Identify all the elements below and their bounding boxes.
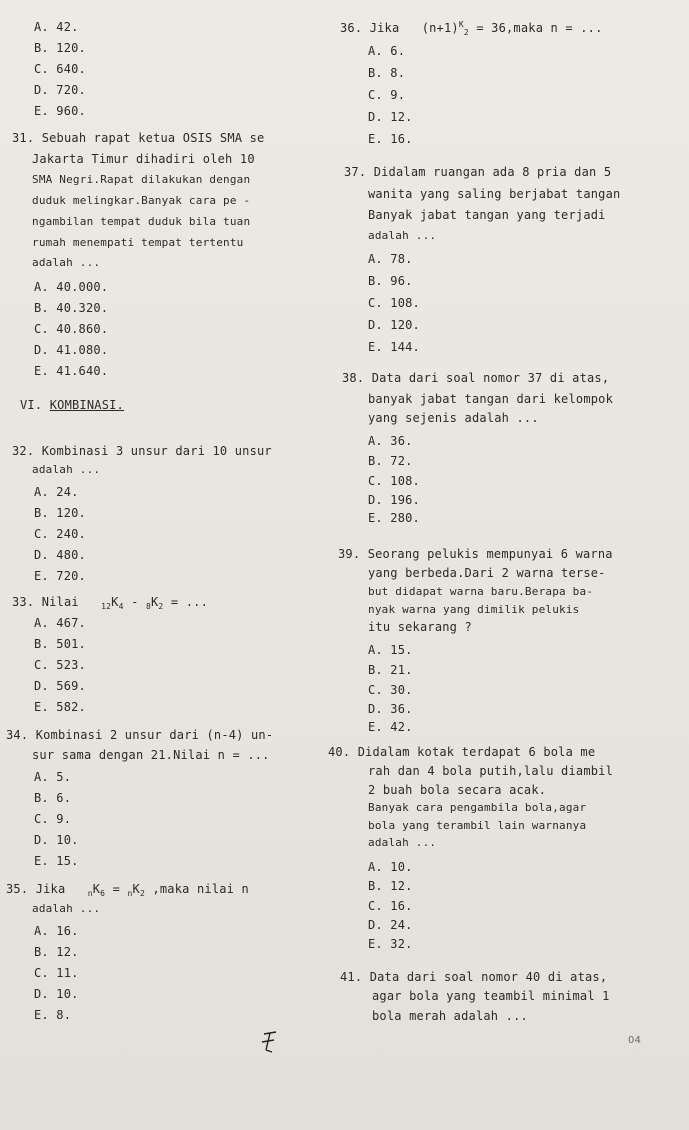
q36-line-1 xyxy=(340,18,603,40)
q41-line-3: bola merah adalah ... xyxy=(372,1009,528,1023)
q35-n2: n xyxy=(127,889,133,898)
q36-option-d: D. 12. xyxy=(368,110,413,124)
q34-line-2: sur sama dengan 21.Nilai n = ... xyxy=(32,748,270,762)
q39-option-e: E. 42. xyxy=(368,720,413,734)
q35-option-e: E. 8. xyxy=(34,1008,72,1022)
q40-line-1: 40. Didalam kotak terdapat 6 bola me xyxy=(328,745,596,759)
q33-minus: - xyxy=(131,595,139,609)
q35-option-a: A. 16. xyxy=(34,924,79,938)
q34-line-1: 34. Kombinasi 2 unsur dari (n-4) un- xyxy=(6,728,274,742)
q33-a: 12 xyxy=(101,602,112,611)
q31-line-3: SMA Negri.Rapat dilakukan dengan xyxy=(32,173,251,186)
q37-option-a: A. 78. xyxy=(368,252,413,266)
q40-option-a: A. 10. xyxy=(368,860,413,874)
q38-option-a: A. 36. xyxy=(368,434,413,448)
q37-option-c: C. 108. xyxy=(368,296,420,310)
q41-line-2: agar bola yang teambil minimal 1 xyxy=(372,989,610,1003)
q36-option-a: A. 6. xyxy=(368,44,406,58)
q31-line-1: 31. Sebuah rapat ketua OSIS SMA se xyxy=(12,131,265,145)
q33-c: 8 xyxy=(145,602,151,611)
q38-option-b: B. 72. xyxy=(368,454,413,468)
q36-option-e: E. 16. xyxy=(368,132,413,146)
q40-line-6: adalah ... xyxy=(368,836,437,849)
q35-prefix: 35. Jika xyxy=(6,882,66,896)
q35-eq: = xyxy=(112,882,121,896)
section-title: KOMBINASI. xyxy=(49,398,124,412)
q33-option-e: E. 582. xyxy=(34,700,86,714)
q38-option-c: C. 108. xyxy=(368,474,420,488)
q34-option-e: E. 15. xyxy=(34,854,79,868)
section-heading xyxy=(20,398,124,412)
q39-line-5: itu sekarang ? xyxy=(368,620,472,634)
q40-line-3: 2 buah bola secara acak. xyxy=(368,783,547,797)
q32-option-a: A. 24. xyxy=(34,485,79,499)
q35-option-b: B. 12. xyxy=(34,945,79,959)
q31-option-b: B. 40.320. xyxy=(34,301,109,315)
q30-option-d: D. 720. xyxy=(34,83,86,97)
q38-option-d: D. 196. xyxy=(368,493,420,507)
q32-option-c: C. 240. xyxy=(34,527,86,541)
q38-line-1: 38. Data dari soal nomor 37 di atas, xyxy=(342,371,610,385)
q39-line-2: yang berbeda.Dari 2 warna terse- xyxy=(368,566,606,580)
q35-k2: K xyxy=(132,882,140,896)
q34-option-d: D. 10. xyxy=(34,833,79,847)
q35-line-1 xyxy=(6,882,249,901)
q30-option-b: B. 120. xyxy=(34,41,86,55)
q36-sub: 2 xyxy=(463,28,469,37)
q37-line-3: Banyak jabat tangan yang terjadi xyxy=(368,208,606,222)
q39-option-d: D. 36. xyxy=(368,702,413,716)
q36-prefix: 36. Jika xyxy=(340,21,400,35)
q35-option-d: D. 10. xyxy=(34,987,79,1001)
pen-mark-icon xyxy=(258,1030,282,1056)
q32-option-e: E. 720. xyxy=(34,569,86,583)
section-number: VI. xyxy=(20,398,43,412)
q32-option-b: B. 120. xyxy=(34,506,86,520)
q39-option-b: B. 21. xyxy=(368,663,413,677)
q33-k2: K xyxy=(150,595,159,609)
q40-line-2: rah dan 4 bola putih,lalu diambil xyxy=(368,764,614,778)
q39-line-1: 39. Seorang pelukis mempunyai 6 warna xyxy=(338,547,613,561)
q33-prefix: 33. Nilai xyxy=(12,595,79,609)
q31-line-2: Jakarta Timur dihadiri oleh 10 xyxy=(32,152,255,166)
q31-line-4: duduk melingkar.Banyak cara pe - xyxy=(32,194,251,207)
q33-option-a: A. 467. xyxy=(34,616,86,630)
q31-option-e: E. 41.640. xyxy=(34,364,109,378)
q32-line-1: 32. Kombinasi 3 unsur dari 10 unsur xyxy=(12,444,272,458)
q39-option-c: C. 30. xyxy=(368,683,413,697)
q37-line-2: wanita yang saling berjabat tangan xyxy=(368,187,621,201)
q30-option-c: C. 640. xyxy=(34,62,86,76)
q31-line-7: adalah ... xyxy=(32,256,101,269)
q36-option-c: C. 9. xyxy=(368,88,406,102)
q30-option-e: E. 960. xyxy=(34,104,86,118)
q33-option-c: C. 523. xyxy=(34,658,86,672)
q38-option-e: E. 280. xyxy=(368,511,420,525)
q31-line-6: rumah menempati tempat tertentu xyxy=(32,236,244,249)
q39-line-4: nyak warna yang dimilik pelukis xyxy=(368,603,580,616)
q31-option-c: C. 40.860. xyxy=(34,322,109,336)
q35-tail: ,maka nilai n xyxy=(152,882,249,896)
q32-line-2: adalah ... xyxy=(32,463,101,476)
q40-option-b: B. 12. xyxy=(368,879,413,893)
q33-d: 2 xyxy=(158,602,164,611)
q38-line-3: yang sejenis adalah ... xyxy=(368,411,539,425)
q33-k1: K xyxy=(111,595,119,609)
q31-line-5: ngambilan tempat duduk bila tuan xyxy=(32,215,251,228)
q41-line-1: 41. Data dari soal nomor 40 di atas, xyxy=(340,970,608,984)
q37-option-e: E. 144. xyxy=(368,340,420,354)
q35-s2: 2 xyxy=(139,889,145,898)
q37-line-4: adalah ... xyxy=(368,229,437,242)
q39-option-a: A. 15. xyxy=(368,643,413,657)
q40-line-5: bola yang terambil lain warnanya xyxy=(368,819,587,832)
q33-b: 4 xyxy=(118,602,124,611)
q31-option-a: A. 40.000. xyxy=(34,280,109,294)
q33-option-d: D. 569. xyxy=(34,679,86,693)
q36-k: K xyxy=(458,20,464,29)
q36-base: (n+1) xyxy=(421,21,459,35)
q34-option-c: C. 9. xyxy=(34,812,72,826)
q35-line-2: adalah ... xyxy=(32,902,101,915)
q35-k1: K xyxy=(92,882,101,896)
q40-option-e: E. 32. xyxy=(368,937,413,951)
q33-line-1 xyxy=(12,595,208,614)
q33-option-b: B. 501. xyxy=(34,637,86,651)
q35-s1: 6 xyxy=(100,889,106,898)
q35-option-c: C. 11. xyxy=(34,966,79,980)
page-number: 04 xyxy=(628,1035,642,1046)
q36-option-b: B. 8. xyxy=(368,66,406,80)
q31-option-d: D. 41.080. xyxy=(34,343,109,357)
q36-tail: = 36,maka n = ... xyxy=(476,21,603,35)
q40-option-d: D. 24. xyxy=(368,918,413,932)
q38-line-2: banyak jabat tangan dari kelompok xyxy=(368,392,614,406)
q40-option-c: C. 16. xyxy=(368,899,413,913)
q40-line-4: Banyak cara pengambila bola,agar xyxy=(368,801,587,814)
q37-option-b: B. 96. xyxy=(368,274,413,288)
q32-option-d: D. 480. xyxy=(34,548,86,562)
q37-line-1: 37. Didalam ruangan ada 8 pria dan 5 xyxy=(344,165,612,179)
q35-n1: n xyxy=(87,889,93,898)
q37-option-d: D. 120. xyxy=(368,318,420,332)
q39-line-3: but didapat warna baru.Berapa ba- xyxy=(368,585,594,598)
q34-option-a: A. 5. xyxy=(34,770,72,784)
q33-tail: = ... xyxy=(170,595,208,609)
q34-option-b: B. 6. xyxy=(34,791,72,805)
q30-option-a: A. 42. xyxy=(34,20,79,34)
